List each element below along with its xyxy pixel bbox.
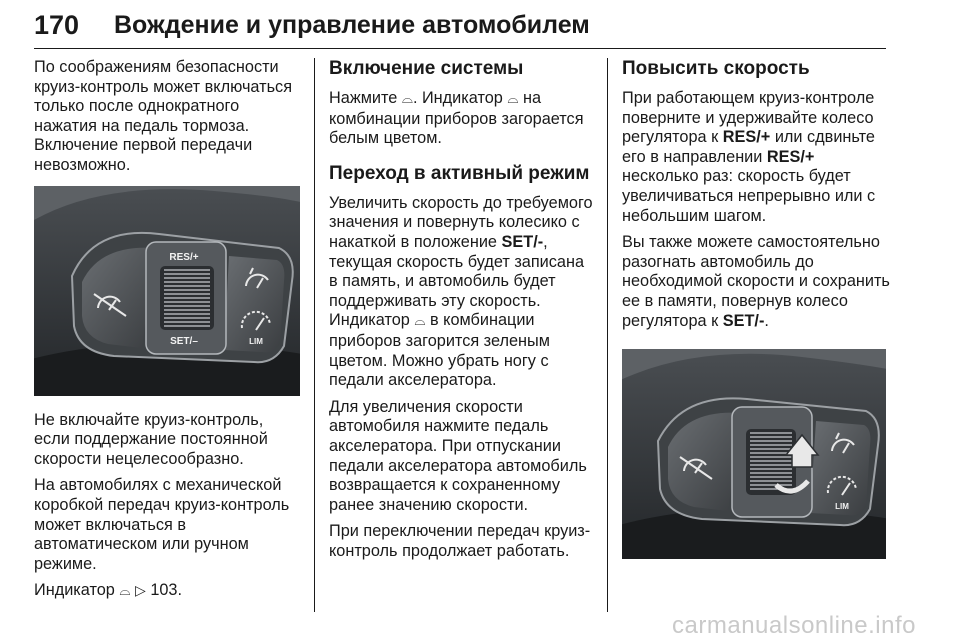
watermark: carmanualsonline.info — [672, 612, 916, 639]
activate-paragraph: Увеличить скорость до требуемого значения и повернуть колесико с накаткой в положение SET/-, текущая скорость будет записана в память, и автомобиль будет поддерживать эту скорость. Индикатор ⌓ в комбинации приборов загорится зеленым цветом. Можно убрать ногу с педали акселератора. — [329, 193, 593, 390]
speedometer-icon: ⌓ — [119, 583, 131, 600]
steering-wheel-controls-figure — [34, 186, 300, 396]
lim-label: LIM — [249, 336, 263, 346]
warning-paragraph: Не включайте круиз-контроль, если поддержание постоянной скорости нецелесообразно. — [34, 410, 268, 468]
manual-accelerate-paragraph: Вы также можете самостоятельно разогнать автомобиль до необходимой скорости и сохранить ее в памяти, повернув колесо регулятора к SET/-. — [622, 233, 890, 330]
section-heading-increase: Повысить скорость — [622, 58, 810, 79]
column-left — [34, 58, 300, 609]
accelerate-paragraph: Для увеличения скорости автомобиля нажмите педаль акселератора. При отпускании педали акселератора автомобиль возвращается к сохраненному ранее значению скорости. — [329, 397, 587, 514]
increase-paragraph: При работающем круиз-контроле поверните и удерживайте колесо регулятора к RES/+ или сдвиньте его в направлении RES/+ несколько раз: скорость будет увеличиваться непрерывно или с небольшим шагом. — [622, 89, 876, 225]
enable-paragraph: Нажмите ⌓. Индикатор ⌓ на комбинации приборов загорается белым цветом. — [329, 89, 584, 148]
indicator-reference: Индикатор ⌓ ▷ 103. — [34, 581, 183, 600]
column-divider — [607, 58, 608, 612]
safety-paragraph: По соображениям безопасности круиз-контроль может включаться только после однократного нажатия на педаль тормоза. Включение первой передачи невозможно. — [34, 58, 293, 174]
speedometer-icon: ⌓ — [401, 91, 413, 107]
gear-change-paragraph: При переключении передач круиз-контроль продолжает работать. — [329, 522, 591, 560]
set-label: SET/– — [170, 335, 198, 347]
speedometer-icon: ⌓ — [507, 91, 519, 107]
res-label: RES/+ — [169, 251, 199, 263]
reference-triangle-icon: ▷ — [135, 583, 146, 600]
speedometer-icon: ⌓ — [414, 313, 426, 330]
column-middle — [329, 58, 597, 568]
column-right — [622, 58, 890, 574]
steering-wheel-res-figure — [622, 349, 886, 559]
section-heading-enable: Включение системы — [329, 58, 524, 79]
section-heading-activate: Переход в активный режим — [329, 162, 590, 184]
lim-label: LIM — [835, 502, 849, 512]
page-header — [34, 2, 886, 49]
manual-gearbox-paragraph: На автомобилях с механической коробкой передач круиз-контроль может включаться в автоматическом или ручном режиме. — [34, 476, 290, 573]
page-number: 170 — [34, 9, 80, 40]
running-title: Вождение и управление автомобилем — [114, 10, 590, 39]
column-divider — [314, 58, 315, 612]
